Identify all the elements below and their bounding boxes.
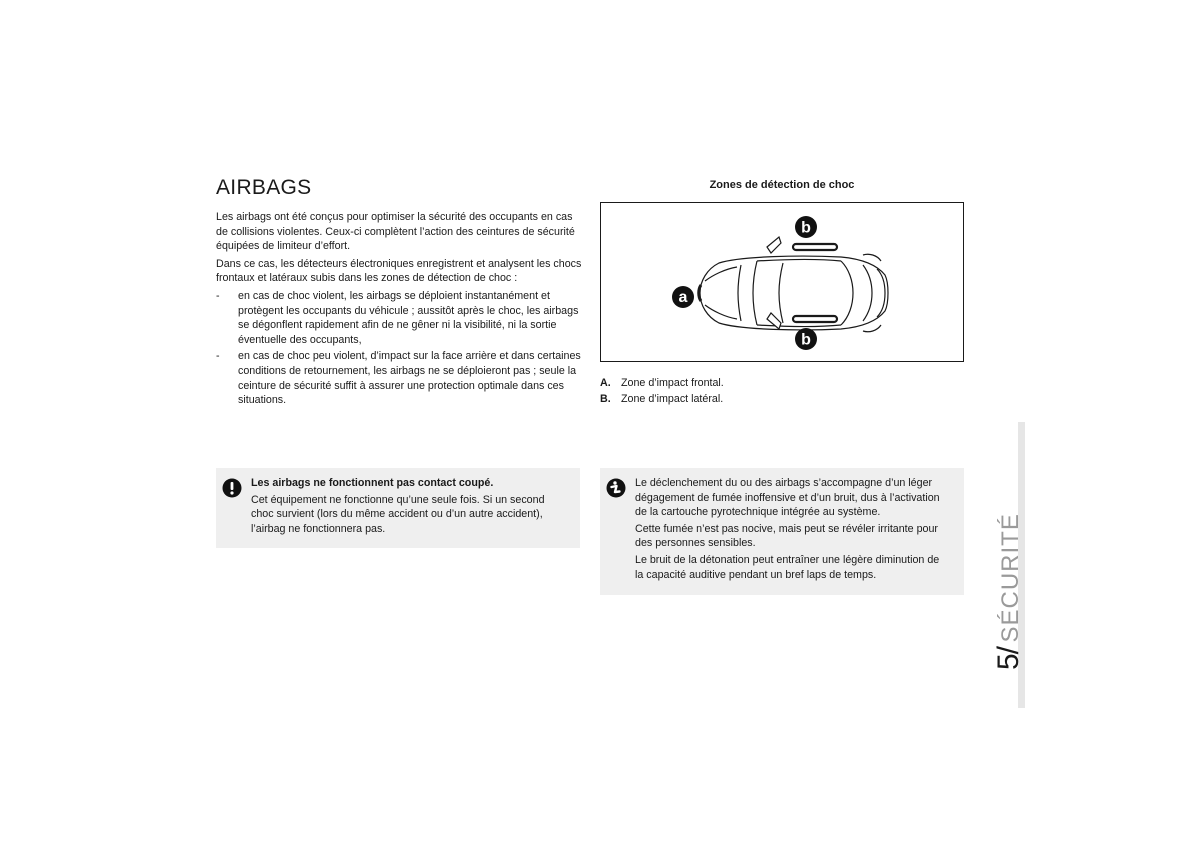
legend-text: Zone d’impact frontal. <box>621 377 724 389</box>
info-paragraph-3: Le bruit de la détonation peut entraîner une légère diminution de la capacité auditive pendant un bref laps de temps. <box>635 553 940 581</box>
figure-legend <box>600 375 724 407</box>
exclamation-icon <box>222 478 242 498</box>
list-item <box>216 349 582 407</box>
chapter-name: SÉCURITÉ <box>997 513 1024 643</box>
intro-bullet-list <box>216 289 582 408</box>
warning-text: Cet équipement ne fonctionne qu’une seule fois. Si un second choc survient (lors du même accident ou d’un autre accident), l’airbag ne fonctionnera pas. <box>251 493 545 535</box>
intro-text <box>216 210 582 410</box>
legend-item <box>600 375 724 391</box>
bullet-dash: - <box>216 289 220 302</box>
info-icon <box>606 478 626 498</box>
info-paragraph-2: Cette fumée n’est pas nocive, mais peut se révéler irritante pour des personnes sensibles. <box>635 522 938 550</box>
bullet-text: en cas de choc violent, les airbags se déploient instantanément et protègent les occupants du véhicule ; aussitôt après le choc, les airbags se dégonflent rapidement afin de ne gêner ni la visibilité, ni la sortie éventuelle des occupants, <box>238 289 579 346</box>
legend-item <box>600 391 724 407</box>
impact-zones-figure <box>600 202 964 362</box>
car-top-view-illustration <box>601 203 963 361</box>
chapter-number: 5/ <box>992 646 1025 670</box>
marker-b-top: b <box>801 219 811 237</box>
warning-heading: Les airbags ne fonctionnent pas contact coupé. <box>251 477 494 489</box>
marker-b-bottom: b <box>801 331 811 349</box>
intro-paragraph-1: Les airbags ont été conçus pour optimiser la sécurité des occupants en cas de collisions violentes. Ceux-ci complètent l’action des ceintures de sécurité équipées de limiteur d’effort. <box>216 211 575 253</box>
legend-text: Zone d’impact latéral. <box>621 393 724 405</box>
list-item <box>216 289 582 347</box>
chapter-heading <box>992 513 1026 670</box>
info-note <box>600 468 964 595</box>
bullet-text: en cas de choc peu violent, d’impact sur la face arrière et dans certaines conditions de retournement, les airbags ne se déploieront pas ; seule la ceinture de sécurité suffit à assurer une protection optimale dans ces situations. <box>238 350 581 407</box>
warning-note <box>216 468 580 548</box>
bullet-dash: - <box>216 350 220 363</box>
figure-title: Zones de détection de choc <box>709 179 855 191</box>
legend-key: B. <box>600 393 611 405</box>
marker-a: a <box>678 289 688 306</box>
page-title: AIRBAGS <box>216 176 312 199</box>
intro-paragraph-2: Dans ce cas, les détecteurs électroniques enregistrent et analysent les chocs frontaux et latéraux subis dans les zones de détection de choc : <box>216 257 582 285</box>
legend-key: A. <box>600 377 611 389</box>
info-paragraph-1: Le déclenchement du ou des airbags s’accompagne d’un léger dégagement de fumée inoffensive et d’un bruit, dus à l’activation de la cartouche pyrotechnique intégrée au système. <box>635 477 940 519</box>
